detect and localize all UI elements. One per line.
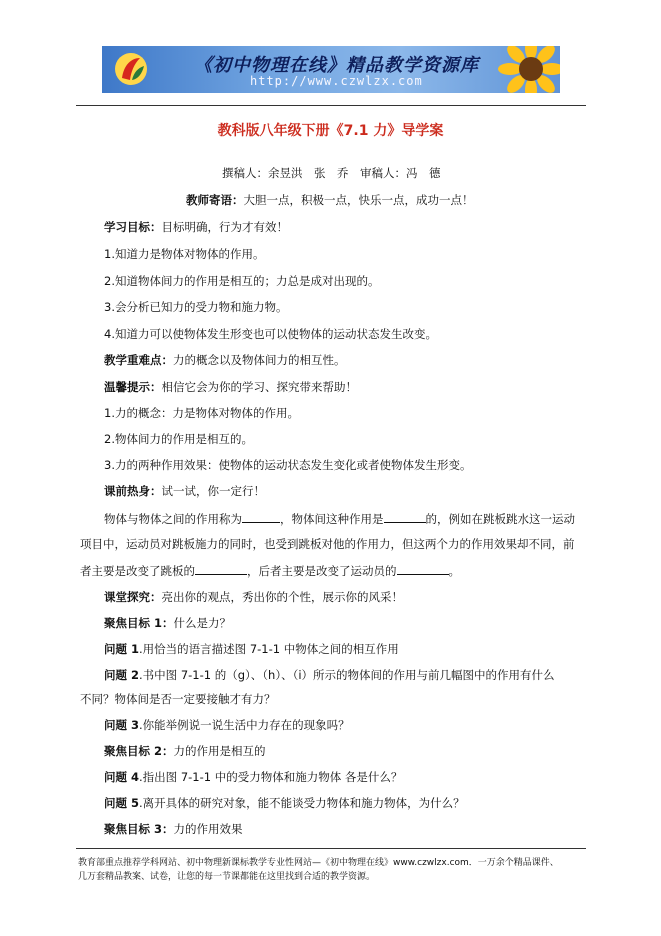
motto-text: 大胆一点，积极一点，快乐一点，成功一点！: [243, 193, 474, 207]
footer-line-2: 几万套精品教案、试卷，让您的每一节课都能在这里找到合适的教学资源。: [78, 872, 376, 882]
focus-goal-1: [104, 615, 231, 631]
goal-item: 3.会分析已知力的受力物和施力物。: [104, 300, 288, 314]
question-5: [104, 795, 465, 811]
banner-url[interactable]: http://www.czwlzx.com: [250, 74, 423, 88]
footer-line-1: 教育部重点推荐学科网站、初中物理新课标教学专业性网站—《初中物理在线》www.czwlzx.com．一万余个精品课件、: [78, 858, 559, 868]
question-label: 问题 2: [104, 668, 140, 682]
explore-heading: [104, 589, 403, 605]
key-label: 教学重难点：: [104, 353, 173, 367]
explore-text: 亮出你的观点，秀出你的个性，展示你的风采！: [161, 590, 403, 604]
goal-item: 1.知道力是物体对物体的作用。: [104, 247, 265, 261]
question-2: [104, 667, 555, 683]
document-title: 教科版八年级下册《7.1 力》导学案: [217, 123, 444, 139]
footer-rule: [76, 848, 586, 849]
tips-heading: [104, 379, 357, 395]
sunflower-icon: [496, 46, 560, 93]
motto-label: 教师寄语：: [186, 193, 244, 207]
goal-item: 4.知道力可以使物体发生形变也可以使物体的运动状态发生改变。: [104, 327, 437, 341]
fill-blank[interactable]: [384, 510, 426, 523]
warmup-paragraph-line-1: [104, 510, 575, 527]
explore-label: 课堂探究：: [104, 590, 162, 604]
teacher-motto: [186, 192, 474, 208]
goal-item: 2.知道物体间力的作用是相互的；力总是成对出现的。: [104, 274, 380, 288]
focus-text: 力的作用效果: [173, 822, 243, 836]
question-4: [104, 769, 402, 785]
key-text: 力的概念以及物体间力的相互性。: [173, 353, 346, 367]
question-2-continued: 不同？物体间是否一定要接触才有力？: [80, 692, 276, 706]
question-text: .离开具体的研究对象，能不能谈受力物体和施力物体，为什么？: [139, 796, 465, 810]
fill-blank[interactable]: [397, 562, 449, 575]
question-1: [104, 641, 399, 657]
para-text: 。: [448, 564, 460, 578]
focus-text: 力的作用是相互的: [173, 744, 266, 758]
focus-goal-2: [104, 743, 266, 759]
focus-goal-3: [104, 821, 243, 837]
warmup-heading: [104, 483, 265, 499]
question-label: 问题 3: [104, 718, 140, 732]
focus-label: 聚焦目标 1：: [104, 616, 174, 630]
warmup-label: 课前热身：: [104, 484, 162, 498]
question-label: 问题 4: [104, 770, 140, 784]
question-text: .书中图 7-1-1 的（g）、（h）、（i）所示的物体间的作用与前几幅图中的作用有什么: [139, 668, 555, 682]
goals-label: 学习目标：: [104, 220, 162, 234]
focus-text: 什么是力？: [173, 616, 232, 630]
warmup-paragraph-line-2: 项目中，运动员对跳板施力的同时，也受到跳板对他的作用力，但这两个力的作用效果却不同，前: [80, 537, 575, 551]
para-text: 者主要是改变了跳板的: [80, 564, 195, 578]
page-footer: [78, 856, 598, 884]
authors-line: 撰稿人：余昱洪 张 乔 审稿人：冯 德: [222, 166, 441, 180]
question-text: .用恰当的语言描述图 7-1-1 中物体之间的相互作用: [139, 642, 399, 656]
tips-label: 温馨提示：: [104, 380, 162, 394]
question-3: [104, 717, 350, 733]
focus-label: 聚焦目标 2：: [104, 744, 174, 758]
question-text: .指出图 7-1-1 中的受力物体和施力物体 各是什么？: [139, 770, 403, 784]
question-label: 问题 5: [104, 796, 140, 810]
learning-goals-heading: [104, 219, 288, 235]
site-logo-icon: [114, 52, 148, 86]
question-label: 问题 1: [104, 642, 140, 656]
para-text: ，后者主要是改变了运动员的: [247, 564, 397, 578]
warmup-paragraph-line-3: [80, 562, 460, 579]
question-text: .你能举例说一说生活中力存在的现象吗？: [139, 718, 350, 732]
para-text: 的，例如在跳板跳水这一运动: [425, 512, 575, 526]
tip-item: 3.力的两种作用效果：使物体的运动状态发生变化或者使物体发生形变。: [104, 458, 472, 472]
para-text: ，物体间这种作用是: [280, 512, 384, 526]
tip-item: 1.力的概念：力是物体对物体的作用。: [104, 406, 299, 420]
tip-item: 2.物体间力的作用是相互的。: [104, 432, 253, 446]
fill-blank[interactable]: [242, 510, 280, 523]
key-points-line: [104, 352, 346, 368]
header-rule: [76, 105, 586, 106]
banner-title: 《初中物理在线》精品教学资源库: [194, 55, 479, 76]
fill-blank[interactable]: [195, 562, 247, 575]
focus-label: 聚焦目标 3：: [104, 822, 174, 836]
header-banner: [102, 46, 560, 93]
goals-text: 目标明确，行为才有效！: [161, 220, 288, 234]
para-text: 物体与物体之间的作用称为: [104, 512, 242, 526]
warmup-text: 试一试，你一定行！: [161, 484, 265, 498]
tips-text: 相信它会为你的学习、探究带来帮助！: [161, 380, 357, 394]
